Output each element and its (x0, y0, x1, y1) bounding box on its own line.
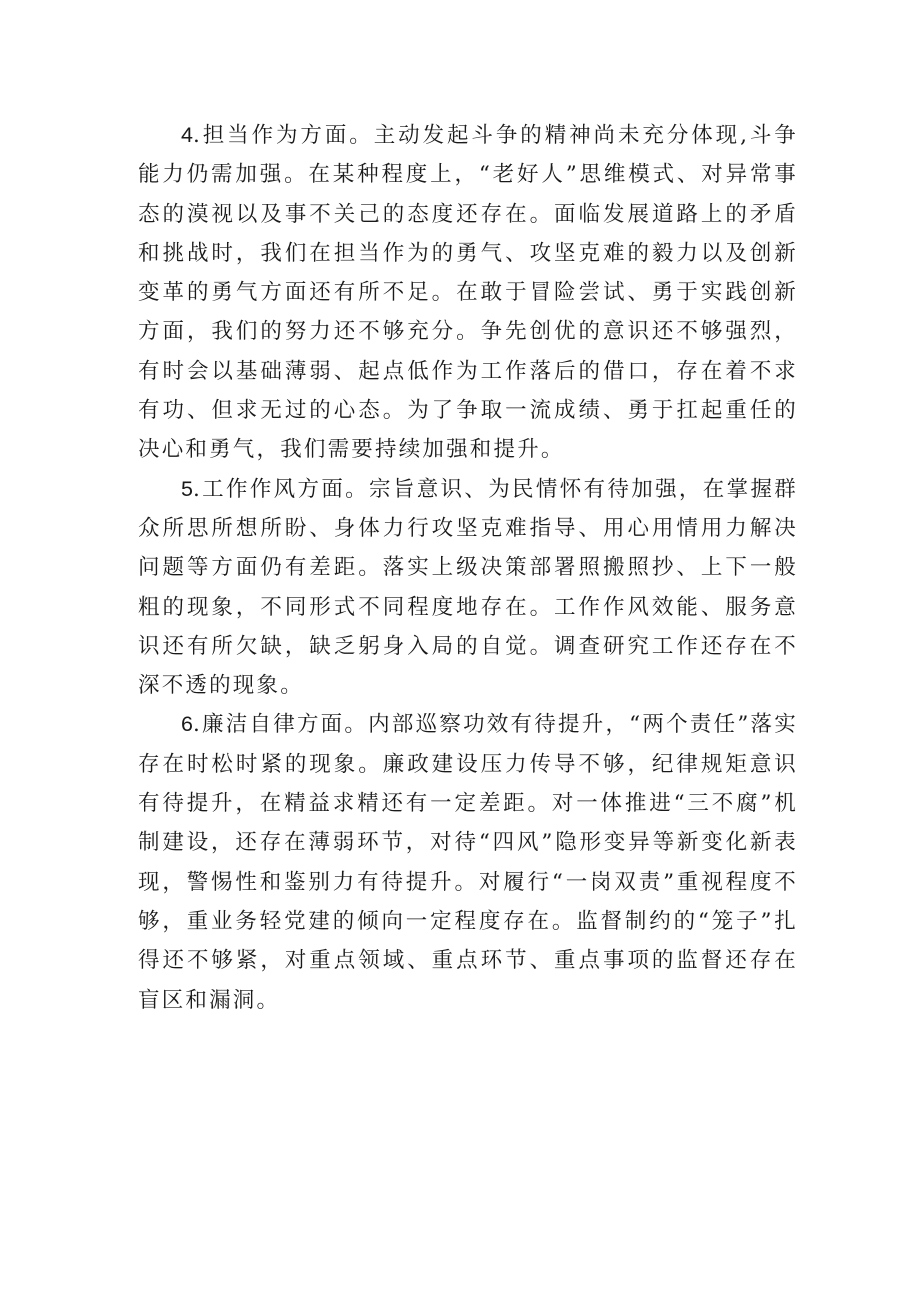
paragraph-text: .廉洁自律方面。内部巡察功效有待提升，“两个责任”落实存在时松时紧的现象。廉政建设压力传导不够，纪律规矩意识有待提升，在精益求精还有一定差距。对一体推进“三不腐”机制建设，还存在薄弱环节，对待“四风”隐形变异等新变化新表现，警惕性和鉴别力有待提升。对履行“一岗双责”重视程度不够，重业务轻党建的倾向一定程度存在。监督制约的“笼子”扎得还不够紧，对重点领域、重点环节、重点事项的监督还存在盲区和漏洞。 (138, 712, 798, 1013)
paragraph-5 (138, 470, 798, 706)
paragraph-number: 5 (181, 476, 193, 501)
paragraph-number: 6 (181, 712, 193, 737)
paragraph-4 (138, 116, 798, 470)
document-body (138, 116, 798, 1020)
paragraph-number: 4 (181, 123, 193, 147)
paragraph-text: .担当作为方面。主动发起斗争的精神尚未充分体现,斗争能力仍需加强。在某种程度上，“老好人”思维模式、对异常事态的漠视以及事不关己的态度还存在。面临发展道路上的矛盾和挑战时，我们在担当作为的勇气、攻坚克难的毅力以及创新变革的勇气方面还有所不足。在敢于冒险尝试、勇于实践创新方面，我们的努力还不够充分。争先创优的意识还不够强烈，有时会以基础薄弱、起点低作为工作落后的借口，存在着不求有功、但求无过的心态。为了争取一流成绩、勇于扛起重任的决心和勇气，我们需要持续加强和提升。 (138, 123, 798, 463)
paragraph-text: .工作作风方面。宗旨意识、为民情怀有待加强，在掌握群众所思所想所盼、身体力行攻坚克难指导、用心用情用力解决问题等方面仍有差距。落实上级决策部署照搬照抄、上下一般粗的现象，不同形式不同程度地存在。工作作风效能、服务意识还有所欠缺，缺乏躬身入局的自觉。调查研究工作还存在不深不透的现象。 (138, 476, 798, 699)
paragraph-6 (138, 705, 798, 1019)
